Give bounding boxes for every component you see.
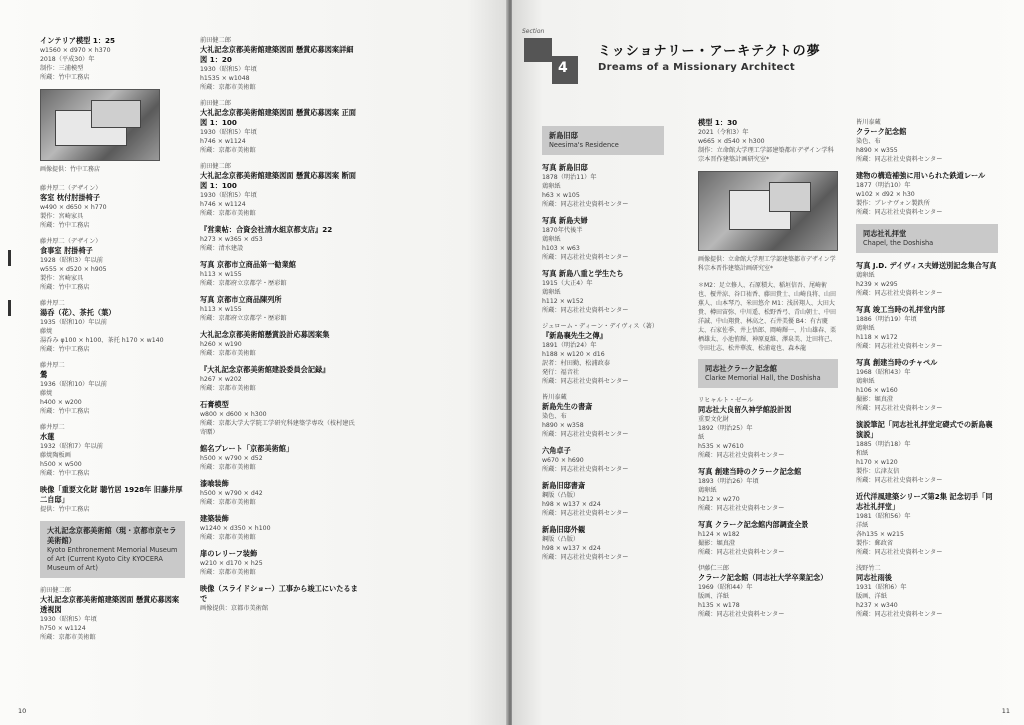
catalog-entry xyxy=(542,525,664,562)
box-title-en: Kyoto Enthronement Memorial Museum of Art (Current Kyoto City KYOCERA Museum of Art) xyxy=(47,546,178,572)
credit-note: ＊M2：足立修人、石原積大、稲垣信吾、尾崎術也、榎井涼、谷口祐香、藤田貴士、山崎良将、山田蕉人、山本琴乃、米田悠介 M1：浅居翔人、大田大貴、樽田宙弥、中川遥、松野香弓、青山朝士、中田洋誠、中山翔貴、林高之、石井美優 B4：有古慶太、石家佐季、井上悟郎、岡崎輝一、片山雄春、栗栖雄太、小池侑輝、神原夏維、澤泉美、辻田将己、寺田壮志、松井華波、松浦竜也、森本龍 xyxy=(698,282,837,352)
entry-title: 写真 J.D. デイヴィス夫婦送別記念集合写真 xyxy=(856,261,997,270)
entry-detail: h106 × w160 xyxy=(856,387,898,394)
right-column-3 xyxy=(856,118,998,626)
entry-detail: 1892（明治25）年 xyxy=(698,425,753,432)
entry-detail: 1969（昭和44）年 xyxy=(698,584,753,591)
right-column-1 xyxy=(542,120,664,569)
entry-detail: 所蔵：京都市美術館 xyxy=(200,385,256,392)
entry-detail: w555 × d520 × h905 xyxy=(40,266,107,273)
entry-detail: h98 × w137 × d24 xyxy=(542,545,601,552)
entry-title: 館名プレート「京都美術館」 xyxy=(200,444,294,453)
entry-title: 六角卓子 xyxy=(542,446,571,455)
catalog-entry xyxy=(200,549,360,577)
entry-detail: h746 × w1124 xyxy=(200,138,246,145)
entry-title: 大礼記念京都美術館建築図面 懸賞応募図案 正面図 1：100 xyxy=(200,108,356,127)
entry-detail: h1535 × w1048 xyxy=(200,75,250,82)
entry-detail: 藤焼陶板画 xyxy=(40,452,71,459)
entry-detail: 所蔵：同志社社史資料センター xyxy=(856,156,943,163)
model-photo xyxy=(698,171,838,251)
entry-detail: 1928（昭和3）年以前 xyxy=(40,257,103,264)
entry-detail: 撮影：堀真澄 xyxy=(698,540,736,547)
entry-detail: 所蔵：竹中工務店 xyxy=(40,346,90,353)
entry-detail: 鶏卵紙 xyxy=(542,236,561,243)
entry-author: 藤井厚二（デザイン） xyxy=(40,238,102,245)
entry-detail: 所蔵：同志社社史資料センター xyxy=(698,505,785,512)
catalog-entry xyxy=(200,330,360,358)
entry-detail: 所蔵：京都府立京都学・歴彩館 xyxy=(200,280,287,287)
entry-detail: 鶏卵紙 xyxy=(542,183,561,190)
entry-detail: 所蔵：同志社社史資料センター xyxy=(856,209,943,216)
entry-detail: h135 × w178 xyxy=(698,602,740,609)
entry-author: リヒャルト・ゼール xyxy=(698,397,754,404)
entry-title: 食事室 肘掛椅子 xyxy=(40,246,93,255)
entry-detail: 所蔵：同志社社史資料センター xyxy=(698,611,785,618)
catalog-entry xyxy=(698,467,838,513)
entry-title: 大礼記念京都美術館建築図面 懸賞応募図案 透視図 xyxy=(40,595,180,614)
page-number-left: 10 xyxy=(18,707,27,715)
catalog-entry xyxy=(200,99,360,155)
entry-detail: 制作：三浦模型 xyxy=(40,65,84,72)
entry-detail: h500 × w790 × d52 xyxy=(200,455,263,462)
catalog-entry xyxy=(856,358,998,413)
entry-detail: h103 × w63 xyxy=(542,245,580,252)
page-number-right: 11 xyxy=(1001,707,1010,715)
entry-detail: 1935（昭和10）年以前 xyxy=(40,319,107,326)
box-title-ja: 大礼記念京都美術館（現・京都市京セラ美術館） xyxy=(47,526,177,545)
entry-detail: h500 × w790 × d42 xyxy=(200,490,263,497)
entry-detail: 所蔵：竹中工務店 xyxy=(40,222,90,229)
catalog-entry xyxy=(40,485,185,514)
entry-detail: w665 × d540 × h300 xyxy=(698,138,765,145)
entry-detail: 各h135 × w215 xyxy=(856,531,904,538)
entry-detail: 所蔵：同志社社史資料センター xyxy=(542,431,629,438)
entry-detail: 所蔵：京都市美術館 xyxy=(200,350,256,357)
entry-detail: 1930（昭和5）年頃 xyxy=(200,192,257,199)
catalog-entry xyxy=(200,584,360,613)
catalog-entry xyxy=(542,481,664,518)
entry-author: 皆川泰蔵 xyxy=(542,394,567,401)
entry-title: 石膏模型 xyxy=(200,400,229,409)
entry-detail: 発行：福音社 xyxy=(542,369,580,376)
entry-detail: 訳者：村田勤、松浦政泰 xyxy=(542,360,611,367)
entry-detail: 1930（昭和5）年頃 xyxy=(40,616,97,623)
catalog-entry xyxy=(40,586,185,642)
entry-title: 大礼記念京都美術館建築図面 懸賞応募図案 断面図 1：100 xyxy=(200,171,356,190)
entry-author: 伊藤仁三郎 xyxy=(698,565,729,572)
entry-title: 漆喰装飾 xyxy=(200,479,229,488)
entry-detail: 製作：ブレナヴォン製鉄所 xyxy=(856,200,930,207)
catalog-entry xyxy=(40,361,185,416)
entry-detail: 1885（明治18）年 xyxy=(856,441,911,448)
section-title-en: Dreams of a Missionary Architect xyxy=(598,62,795,73)
image-credit: 画像提供：竹中工務店 xyxy=(40,166,101,173)
catalog-entry xyxy=(698,396,838,460)
catalog-entry xyxy=(856,305,998,351)
entry-detail: 1930（昭和5）年頃 xyxy=(200,129,257,136)
entry-title: 『新島襄先生之傳』 xyxy=(542,331,607,340)
entry-title: 新島旧邸書斎 xyxy=(542,481,586,490)
entry-detail: 所蔵：同志社社史資料センター xyxy=(856,611,943,618)
catalog-entry xyxy=(200,365,360,393)
entry-detail: 1931（昭和6）年 xyxy=(856,584,907,591)
entry-detail: h124 × w182 xyxy=(698,531,740,538)
entry-detail: 染色、布 xyxy=(542,413,567,420)
catalog-entry xyxy=(40,184,185,230)
entry-detail: 所蔵：清水建設 xyxy=(200,245,244,252)
entry-detail: 所蔵：同志社社史資料センター xyxy=(542,307,629,314)
entry-detail: 所蔵：同志社社史資料センター xyxy=(856,549,943,556)
catalog-entry xyxy=(542,216,664,262)
catalog-entry xyxy=(856,564,998,619)
entry-title: 写真 竣工当時の礼拝堂内部 xyxy=(856,305,945,314)
section-box-clarke xyxy=(698,359,838,388)
entry-title: 近代洋風建築シリーズ第2集 記念切手「同志社礼拝堂」 xyxy=(856,492,993,511)
entry-detail: 所蔵：竹中工務店 xyxy=(40,284,90,291)
box-title-en: Neesima's Residence xyxy=(549,141,619,149)
entry-detail: 製作：宮崎家具 xyxy=(40,213,84,220)
entry-detail: h500 × w500 xyxy=(40,461,82,468)
entry-detail: 1981（昭和56）年 xyxy=(856,513,911,520)
entry-detail: 鶏卵紙 xyxy=(856,325,875,332)
entry-detail: w1560 × d970 × h370 xyxy=(40,47,111,54)
entry-detail: 1870年代後半 xyxy=(542,227,583,234)
entry-detail: h273 × w365 × d53 xyxy=(200,236,263,243)
entry-title: 大礼記念京都美術館懸賞設計応募図案集 xyxy=(200,330,330,339)
entry-detail: h212 × w270 xyxy=(698,496,740,503)
entry-detail: h239 × w295 xyxy=(856,281,898,288)
section-box-neesima xyxy=(542,126,664,155)
entry-detail: h118 × w172 xyxy=(856,334,898,341)
catalog-entry xyxy=(200,225,360,253)
entry-title: 『大礼記念京都美術館建設委員会記録』 xyxy=(200,365,330,374)
catalog-entry xyxy=(40,36,185,82)
entry-detail: 所蔵：京都市美術館 xyxy=(200,534,256,541)
entry-author: 浅野竹二 xyxy=(856,565,881,572)
entry-detail: w210 × d170 × h25 xyxy=(200,560,263,567)
section-box-chapel xyxy=(856,224,998,253)
entry-detail: h170 × w120 xyxy=(856,459,898,466)
entry-detail: 紙 xyxy=(698,434,705,441)
entry-detail: 所蔵：竹中工務店 xyxy=(40,470,90,477)
entry-title: 写真 新島旧邸 xyxy=(542,163,588,172)
entry-title: 新島旧邸外観 xyxy=(542,525,586,534)
entry-title: 写真 京都市立商品陳列所 xyxy=(200,295,282,304)
entry-title: 演説筆記「同志社礼拝堂定礎式での新島襄演説」 xyxy=(856,420,993,439)
entry-author: 前田健二郎 xyxy=(200,37,231,44)
box-title-en: Chapel, the Doshisha xyxy=(863,239,934,247)
entry-detail: 版画、洋紙 xyxy=(856,593,887,600)
entry-title: 模型 1：30 xyxy=(698,118,738,127)
entry-detail: w490 × d650 × h770 xyxy=(40,204,107,211)
entry-detail: 版画、洋紙 xyxy=(698,593,729,600)
entry-detail: h890 × w358 xyxy=(542,422,584,429)
entry-title: 同志社大良留久神学館設計図 xyxy=(698,405,792,414)
entry-detail: 所蔵：京都市美術館 xyxy=(200,464,256,471)
entry-title: 扉のレリーフ装飾 xyxy=(200,549,258,558)
entry-detail: w1240 × d350 × h100 xyxy=(200,525,271,532)
left-column-2 xyxy=(200,36,360,620)
entry-detail: 撮影：堀真澄 xyxy=(856,396,894,403)
interior-model-photo xyxy=(40,89,160,161)
catalog-entry xyxy=(40,237,185,292)
entry-detail: 所蔵：京都大学大学院工学研究科建築学専攻（枝村建氏寄贈） xyxy=(200,420,355,436)
entry-detail: 所蔵：竹中工務店 xyxy=(40,74,90,81)
entry-detail: 鶏卵紙 xyxy=(542,289,561,296)
edge-mark xyxy=(8,250,11,266)
entry-detail: 1878（明治11）年 xyxy=(542,174,597,181)
entry-title: クラーク記念館 xyxy=(856,127,907,136)
entry-detail: 鋼版（凸版） xyxy=(542,492,580,499)
entry-author: 皆川泰蔵 xyxy=(856,119,881,126)
catalog-entry xyxy=(542,269,664,315)
entry-detail: 制作：立命館大学理工学部建築都市デザイン学科宗本晋作建築計画研究室* xyxy=(698,147,834,163)
entry-detail: 所蔵：同志社社史資料センター xyxy=(542,510,629,517)
entry-title: 新島先生の書斎 xyxy=(542,402,593,411)
entry-detail: 1877（明治10）年 xyxy=(856,182,911,189)
entry-detail: h113 × w155 xyxy=(200,271,242,278)
entry-detail: 重要文化財 xyxy=(698,416,729,423)
entry-detail: 1886（明治19）年頃 xyxy=(856,316,917,323)
entry-title: 湯呑（花）、茶托（葉） xyxy=(40,308,116,317)
entry-detail: h98 × w137 × d24 xyxy=(542,501,601,508)
entry-detail: 鋼版（凸版） xyxy=(542,536,580,543)
entry-title: 写真 新島八重と学生たち xyxy=(542,269,624,278)
entry-detail: h113 × w155 xyxy=(200,306,242,313)
catalog-entry xyxy=(856,118,998,164)
entry-author: 前田健二郎 xyxy=(40,587,71,594)
entry-author: 前田健二郎 xyxy=(200,163,231,170)
entry-title: 建物の構造補強に用いられた鉄道レール xyxy=(856,171,986,180)
box-title-ja: 同志社礼拝堂 xyxy=(863,229,907,238)
entry-title: 客室 枕付肘掛椅子 xyxy=(40,193,101,202)
entry-detail: 所蔵：京都市美術館 xyxy=(200,147,256,154)
catalog-entry xyxy=(856,492,998,557)
entry-detail: 所蔵：同志社社史資料センター xyxy=(542,466,629,473)
entry-title: 大礼記念京都美術館建築図面 懸賞応募図案詳細図 1：20 xyxy=(200,45,354,64)
catalog-entry xyxy=(200,36,360,92)
entry-author: ジェローム・ディーン・デイヴィス（著） xyxy=(542,323,659,330)
entry-detail: 2021（令和3）年 xyxy=(698,129,749,136)
entry-title: クラーク記念館（同志社大学卒業記念） xyxy=(698,573,828,582)
entry-detail: h188 × w120 × d16 xyxy=(542,351,605,358)
left-page xyxy=(0,0,508,725)
entry-detail: h112 × w152 xyxy=(542,298,584,305)
entry-detail: 所蔵：京都市美術館 xyxy=(40,634,96,641)
entry-author: 藤井厚二（デザイン） xyxy=(40,185,102,192)
entry-detail: 藤焼 xyxy=(40,390,53,397)
entry-detail: h746 × w1124 xyxy=(200,201,246,208)
catalog-entry xyxy=(542,393,664,439)
catalog-entry xyxy=(200,260,360,288)
catalog-entry xyxy=(200,295,360,323)
entry-detail: h260 × w190 xyxy=(200,341,242,348)
logo-block xyxy=(524,38,552,62)
edge-mark xyxy=(8,300,11,316)
entry-detail: h267 × w202 xyxy=(200,376,242,383)
entry-detail: h237 × w340 xyxy=(856,602,898,609)
entry-title: 同志社雨後 xyxy=(856,573,892,582)
entry-detail: h400 × w200 xyxy=(40,399,82,406)
section-logo xyxy=(522,26,580,86)
entry-detail: 1930（昭和5）年頃 xyxy=(200,66,257,73)
entry-title: 建築装飾 xyxy=(200,514,229,523)
entry-detail: 所蔵：同志社社史資料センター xyxy=(698,549,785,556)
entry-title: 写真 創建当時のチャペル xyxy=(856,358,938,367)
entry-detail: 2018（平成30）年 xyxy=(40,56,95,63)
section-title-ja: ミッショナリー・アーキテクトの夢 xyxy=(598,44,821,59)
entry-detail: h750 × w1124 xyxy=(40,625,86,632)
entry-detail: 所蔵：京都市美術館 xyxy=(200,569,256,576)
entry-title: 『営業帖：合資会社清水組京都支店』22 xyxy=(200,225,333,234)
catalog-entry xyxy=(542,322,664,386)
entry-detail: 1936（昭和10）年以前 xyxy=(40,381,107,388)
entry-detail: 鶏卵紙 xyxy=(856,272,875,279)
catalog-entry xyxy=(542,446,664,474)
entry-detail: 所蔵：同志社社史資料センター xyxy=(856,405,943,412)
entry-detail: 提供：竹中工務店 xyxy=(40,506,90,513)
entry-detail: 1968（昭和43）年 xyxy=(856,369,911,376)
entry-detail: 所蔵：京都市美術館 xyxy=(200,210,256,217)
catalog-entry xyxy=(698,118,838,164)
entry-detail: 所蔵：京都府立京都学・歴彩館 xyxy=(200,315,287,322)
entry-detail: 所蔵：同志社社史資料センター xyxy=(856,290,943,297)
entry-title: 写真 新島夫婦 xyxy=(542,216,588,225)
right-column-2 xyxy=(698,118,838,626)
section-box-kyoto xyxy=(40,521,185,578)
catalog-entry xyxy=(200,514,360,542)
image-credit: 画像提供：立命館大学理工学部建築都市デザイン学科宗本晋作建築計画研究室* xyxy=(698,256,836,272)
section-label: Section xyxy=(522,28,545,35)
entry-detail: 所蔵：京都市美術館 xyxy=(200,499,256,506)
entry-title: 写真 京都市立商品第一勧業館 xyxy=(200,260,296,269)
entry-title: インテリア模型 1：25 xyxy=(40,36,116,45)
entry-detail: 鶏卵紙 xyxy=(856,378,875,385)
section-number: 4 xyxy=(558,60,568,76)
catalog-entry xyxy=(40,299,185,354)
catalog-entry xyxy=(40,423,185,478)
box-title-ja: 同志社クラーク記念館 xyxy=(705,364,777,373)
catalog-entry xyxy=(200,162,360,218)
entry-detail: 1915（大正4）年 xyxy=(542,280,593,287)
catalog-entry xyxy=(856,261,998,298)
entry-title: 水蓮 xyxy=(40,432,55,441)
entry-author: 藤井厚二 xyxy=(40,362,65,369)
entry-title: 写真 創建当時のクラーク記念館 xyxy=(698,467,802,476)
entry-author: 藤井厚二 xyxy=(40,300,65,307)
left-column-1 xyxy=(40,36,185,649)
entry-detail: 所蔵：同志社社史資料センター xyxy=(542,378,629,385)
entry-detail: 1893（明治26）年頃 xyxy=(698,478,759,485)
entry-title: 映像「重要文化財 聴竹居 1928年 旧藤井厚二自邸」 xyxy=(40,485,183,504)
entry-detail: 1932（昭和7）年以前 xyxy=(40,443,103,450)
entry-title: 鶯 xyxy=(40,370,48,379)
entry-detail: 所蔵：同志社社史資料センター xyxy=(542,201,629,208)
entry-detail: h890 × w355 xyxy=(856,147,898,154)
catalog-entry xyxy=(200,400,360,437)
catalog-entry xyxy=(698,520,838,557)
entry-detail: w670 × h690 xyxy=(542,457,584,464)
entry-detail: 所蔵：竹中工務店 xyxy=(40,408,90,415)
catalog-entry xyxy=(542,163,664,209)
entry-detail: 所蔵：京都市美術館 xyxy=(200,84,256,91)
catalog-entry xyxy=(200,479,360,507)
entry-detail: 所蔵：同志社社史資料センター xyxy=(542,554,629,561)
entry-detail: 洋紙 xyxy=(856,522,869,529)
entry-detail: 湯呑み φ100 × h100、茶托 h170 × w140 xyxy=(40,337,164,344)
entry-detail: 所蔵：同志社社史資料センター xyxy=(542,254,629,261)
entry-detail: h63 × w105 xyxy=(542,192,580,199)
entry-title: 写真 クラーク記念館内部調査全景 xyxy=(698,520,809,529)
entry-detail: 所蔵：同志社社史資料センター xyxy=(698,452,785,459)
entry-detail: 所蔵：同志社社史資料センター xyxy=(856,343,943,350)
box-title-ja: 新島旧邸 xyxy=(549,131,578,140)
catalog-entry xyxy=(856,420,998,485)
entry-detail: 所蔵：同志社社史資料センター xyxy=(856,477,943,484)
entry-detail: w800 × d600 × h300 xyxy=(200,411,267,418)
entry-detail: 鶏卵紙 xyxy=(698,487,717,494)
entry-detail: 製作：宮崎家具 xyxy=(40,275,84,282)
entry-detail: 藤焼 xyxy=(40,328,53,335)
entry-detail: 和紙 xyxy=(856,450,869,457)
catalog-entry xyxy=(200,444,360,472)
box-title-en: Clarke Memorial Hall, the Doshisha xyxy=(705,374,821,382)
entry-detail: 製作：郵政省 xyxy=(856,540,894,547)
entry-detail: 1891（明治24）年 xyxy=(542,342,597,349)
entry-detail: w102 × d92 × h30 xyxy=(856,191,915,198)
entry-detail: h535 × w7610 xyxy=(698,443,744,450)
entry-title: 映像（スライドショー）工事から竣工にいたるまで xyxy=(200,584,358,603)
entry-author: 前田健二郎 xyxy=(200,100,231,107)
entry-detail: 画像提供：京都市美術館 xyxy=(200,605,269,612)
entry-author: 藤井厚二 xyxy=(40,424,65,431)
catalog-entry xyxy=(698,564,838,619)
catalog-entry xyxy=(856,171,998,217)
entry-detail: 製作：広津友信 xyxy=(856,468,900,475)
entry-detail: 染色、布 xyxy=(856,138,881,145)
